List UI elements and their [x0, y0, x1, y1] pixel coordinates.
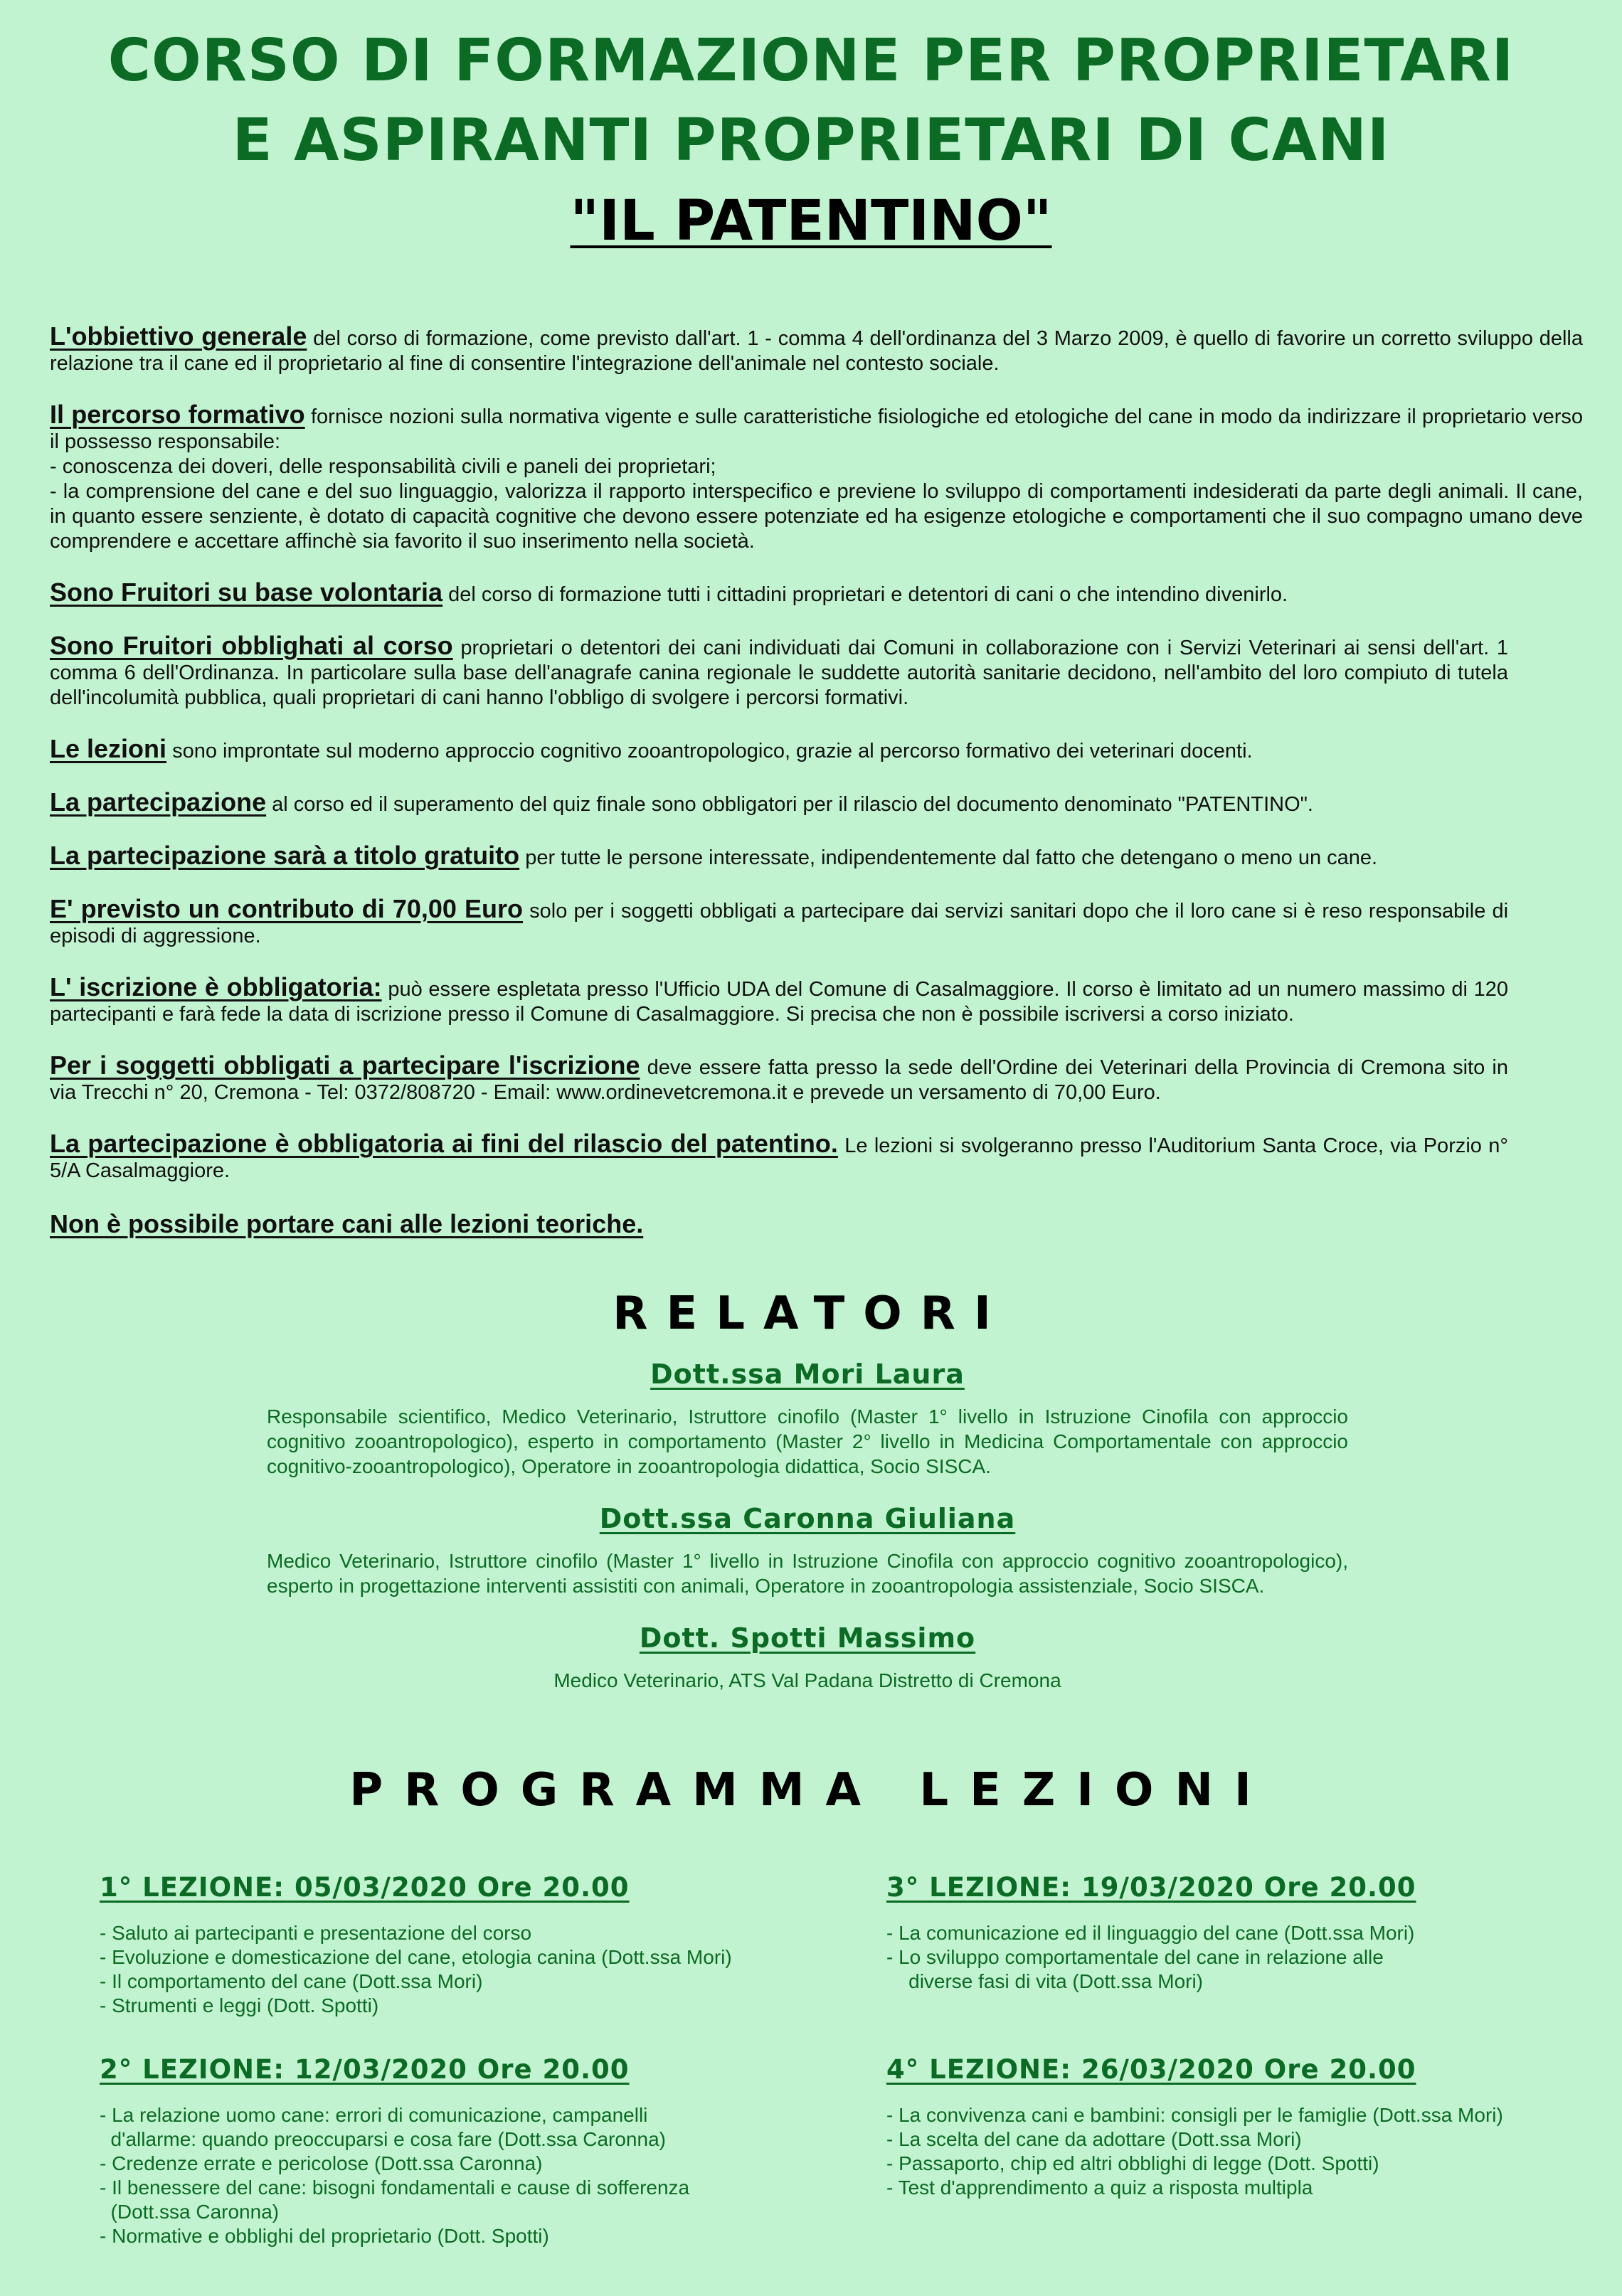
- lesson-item: - Evoluzione e domesticazione del cane, etologia canina (Dott.ssa Mori): [100, 1946, 732, 1968]
- speaker-name: Dott.ssa Caronna Giuliana: [599, 1503, 1016, 1534]
- paragraph-lead: E' previsto un contributo di 70,00 Euro: [50, 894, 524, 923]
- lesson-item: diverse fasi di vita (Dott.ssa Mori): [886, 1970, 1204, 1992]
- lesson-item: - Il comportamento del cane (Dott.ssa Mori): [100, 1970, 483, 1992]
- lesson-item: - La scelta del cane da adottare (Dott.ssa Mori): [886, 2128, 1302, 2150]
- lesson-item: - Lo sviluppo comportamentale del cane in relazione alle: [886, 1946, 1384, 1968]
- lesson-item: - Passaporto, chip ed altri obblighi di legge (Dott. Spotti): [886, 2152, 1379, 2174]
- programma-heading: PROGRAMMA LEZIONI: [349, 1764, 1273, 1817]
- paragraph-text: fornisce nozioni sulla normativa vigente e sulle caratteristiche fisiologiche ed etologiche del cane in modo da indirizzare il proprietario verso il possesso responsabile:: [50, 405, 1583, 453]
- paragraph-lead: La partecipazione: [50, 787, 267, 817]
- title-line-2: E ASPIRANTI PROPRIETARI DI CANI: [232, 107, 1390, 174]
- paragraph-text: al corso ed il superamento del quiz finale sono obbligatori per il rilascio del documento denominato "PATENTINO".: [266, 793, 1313, 816]
- paragraph-contributo: [50, 896, 1508, 949]
- paragraph-partecipazione: [50, 787, 1583, 817]
- speaker-description: Medico Veterinario, Istruttore cinofilo (Master 1° livello in Istruzione Cinofila con approccio cognitivo zooantropologico), esperto in progettazione interventi assistiti con animali, Operatore in zooantropologia assistenziale, Socio SISCA.: [267, 1550, 1348, 1597]
- paragraph-lezioni: [50, 736, 1583, 764]
- lesson-title: 3° LEZIONE: 19/03/2020 Ore 20.00: [886, 1872, 1416, 1903]
- paragraph-obiettivo: [50, 321, 1584, 376]
- lesson-item: - Strumenti e leggi (Dott. Spotti): [100, 1994, 379, 2016]
- lesson-title: 2° LEZIONE: 12/03/2020 Ore 20.00: [100, 2054, 630, 2085]
- paragraph-text: Le lezioni si svolgeranno presso l'Auditorium Santa Croce, via Porzio n° 5/A Casalmaggiore.: [50, 1134, 1508, 1182]
- lesson-item: - Test d'apprendimento a quiz a risposta multipla: [886, 2177, 1313, 2199]
- paragraph-lead: L' iscrizione è obbligatoria:: [50, 972, 382, 1001]
- paragraph-volontari: [50, 580, 1583, 607]
- lesson-item: d'allarme: quando preoccuparsi e cosa fare (Dott.ssa Caronna): [100, 2128, 666, 2150]
- lesson-item: - Il benessere del cane: bisogni fondamentali e cause di sofferenza: [100, 2177, 690, 2199]
- paragraph-lead: Sono Fruitori su base volontaria: [50, 578, 443, 607]
- lesson-item: - Normative e obblighi del proprietario (Dott. Spotti): [100, 2225, 549, 2247]
- paragraph-percorso: [50, 402, 1583, 554]
- paragraph-lead: Il percorso formativo: [50, 400, 305, 429]
- lesson-title: 1° LEZIONE: 05/03/2020 Ore 20.00: [100, 1872, 630, 1903]
- page-header: [0, 21, 1622, 253]
- paragraph-lead: La partecipazione è obbligatoria ai fini del rilascio del patentino.: [50, 1129, 838, 1158]
- lesson-item: - La relazione uomo cane: errori di comunicazione, campanelli: [100, 2104, 648, 2126]
- paragraph-bullet: - la comprensione del cane e del suo linguaggio, valorizza il rapporto interspecifico e previene lo sviluppo di comportamenti indesiderati da parte degli animali. Il cane, in quanto essere senziente, è dotato di capacità cognitive che devono essere potenziate ed ha esigenze etologiche e comportamenti che il suo compagno umano deve comprendere e accettare affinchè sia favorito il suo inserimento nella società.: [50, 480, 1583, 553]
- closing-note: Non è possibile portare cani alle lezioni teoriche.: [50, 1209, 644, 1238]
- paragraph-text: del corso di formazione, come previsto dall'art. 1 - comma 4 dell'ordinanza del 3 Marzo 2009, è quello di favorire un corretto sviluppo della relazione tra il cane ed il proprietario al fine di consentire l'integrazione dell'animale nel contesto sociale.: [50, 327, 1584, 375]
- paragraph-text: proprietari o detentori dei cani individuati dai Comuni in collaborazione con i Servizi Veterinari ai sensi dell'art. 1 comma 6 dell'Ordinanza. In particolare sulla base dell'anagrafe canina regionale le suddette autorità sanitarie decidono, nell'ambito del loro compiuto di tutela dell'incolumità pubblica, quali proprietari di cani hanno l'obbligo di svolgere i percorsi formativi.: [50, 637, 1509, 709]
- paragraph-lead: Le lezioni: [50, 734, 167, 763]
- paragraph-lead: La partecipazione sarà a titolo gratuito: [50, 841, 520, 870]
- paragraph-iscrizione: [50, 974, 1508, 1027]
- speaker-description: Responsabile scientifico, Medico Veterinario, Istruttore cinofilo (Master 1° livello in Istruzione Cinofila con approccio cognitivo zooantropologico), esperto in comportamento (Master 2° livello in Medicina Comportamentale con approccio cognitivo-zooantropologico), Operatore in zooantropologia didattica, Socio SISCA.: [267, 1405, 1348, 1477]
- lesson-item: - La convivenza cani e bambini: consigli per le famiglie (Dott.ssa Mori): [886, 2104, 1503, 2126]
- lesson-title: 4° LEZIONE: 26/03/2020 Ore 20.00: [886, 2054, 1416, 2085]
- lesson-item: - Saluto ai partecipanti e presentazione del corso: [100, 1922, 532, 1944]
- lesson-4: [886, 2054, 1622, 2200]
- paragraph-text: può essere espletata presso l'Ufficio UDA del Comune di Casalmaggiore. Il corso è limitato ad un numero massimo di 120 partecipanti e farà fede la data di iscrizione presso il Comune di Casalmaggiore. Si precisa che non è possibile iscriversi a corso iniziato.: [50, 978, 1508, 1026]
- paragraph-rilascio: [50, 1131, 1508, 1184]
- relatori-heading: RELATORI: [613, 1287, 1009, 1340]
- lesson-3: [886, 1872, 1622, 1994]
- speaker-name: Dott. Spotti Massimo: [639, 1622, 976, 1654]
- paragraph-text: del corso di formazione tutti i cittadini proprietari e detentori di cani o che intendino divenirlo.: [442, 583, 1288, 606]
- relatori-section: [267, 1359, 1348, 1717]
- lesson-2: [100, 2054, 847, 2248]
- paragraph-iscrizione-obbligati: [50, 1053, 1508, 1105]
- lesson-1: [100, 1872, 847, 2018]
- speaker-description: Medico Veterinario, ATS Val Padana Distretto di Cremona: [553, 1669, 1061, 1691]
- lesson-item: - La comunicazione ed il linguaggio del cane (Dott.ssa Mori): [886, 1922, 1415, 1944]
- paragraph-text: deve essere fatta presso la sede dell'Ordine dei Veterinari della Provincia di Cremona sito in via Trecchi n° 20, Cremona - Tel: 0372/808720 - Email: www.ordinevetcremona.it e prevede un versamento di 70,00 Euro.: [50, 1056, 1508, 1104]
- title-line-1: CORSO DI FORMAZIONE PER PROPRIETARI: [107, 27, 1515, 95]
- subtitle: [0, 189, 1622, 253]
- paragraph-text: sono improntate sul moderno approccio cognitivo zooantropologico, grazie al percorso formativo dei veterinari docenti.: [166, 740, 1253, 762]
- paragraph-lead: Per i soggetti obbligati a partecipare l'iscrizione: [50, 1051, 640, 1080]
- lesson-item: - Credenze errate e pericolose (Dott.ssa Caronna): [100, 2152, 543, 2174]
- paragraph-obbligati: [50, 633, 1508, 711]
- paragraph-bullet: - conoscenza dei doveri, delle responsabilità civili e paneli dei proprietari;: [50, 455, 716, 478]
- paragraph-text: solo per i soggetti obbligati a partecipare dai servizi sanitari dopo che il loro cane si è reso responsabile di episodi di aggressione.: [50, 900, 1509, 947]
- subtitle-text: "IL PATENTINO": [570, 189, 1052, 253]
- paragraph-text: per tutte le persone interessate, indipendentemente dal fatto che detengano o meno un cane.: [519, 846, 1378, 869]
- intro-section: [50, 321, 1584, 1239]
- paragraph-gratuito: [50, 843, 1583, 871]
- paragraph-lead: L'obbiettivo generale: [50, 321, 307, 351]
- speaker-name: Dott.ssa Mori Laura: [650, 1359, 965, 1390]
- paragraph-lead: Sono Fruitori obblighati al corso: [50, 631, 453, 660]
- lesson-item: (Dott.ssa Caronna): [100, 2201, 280, 2223]
